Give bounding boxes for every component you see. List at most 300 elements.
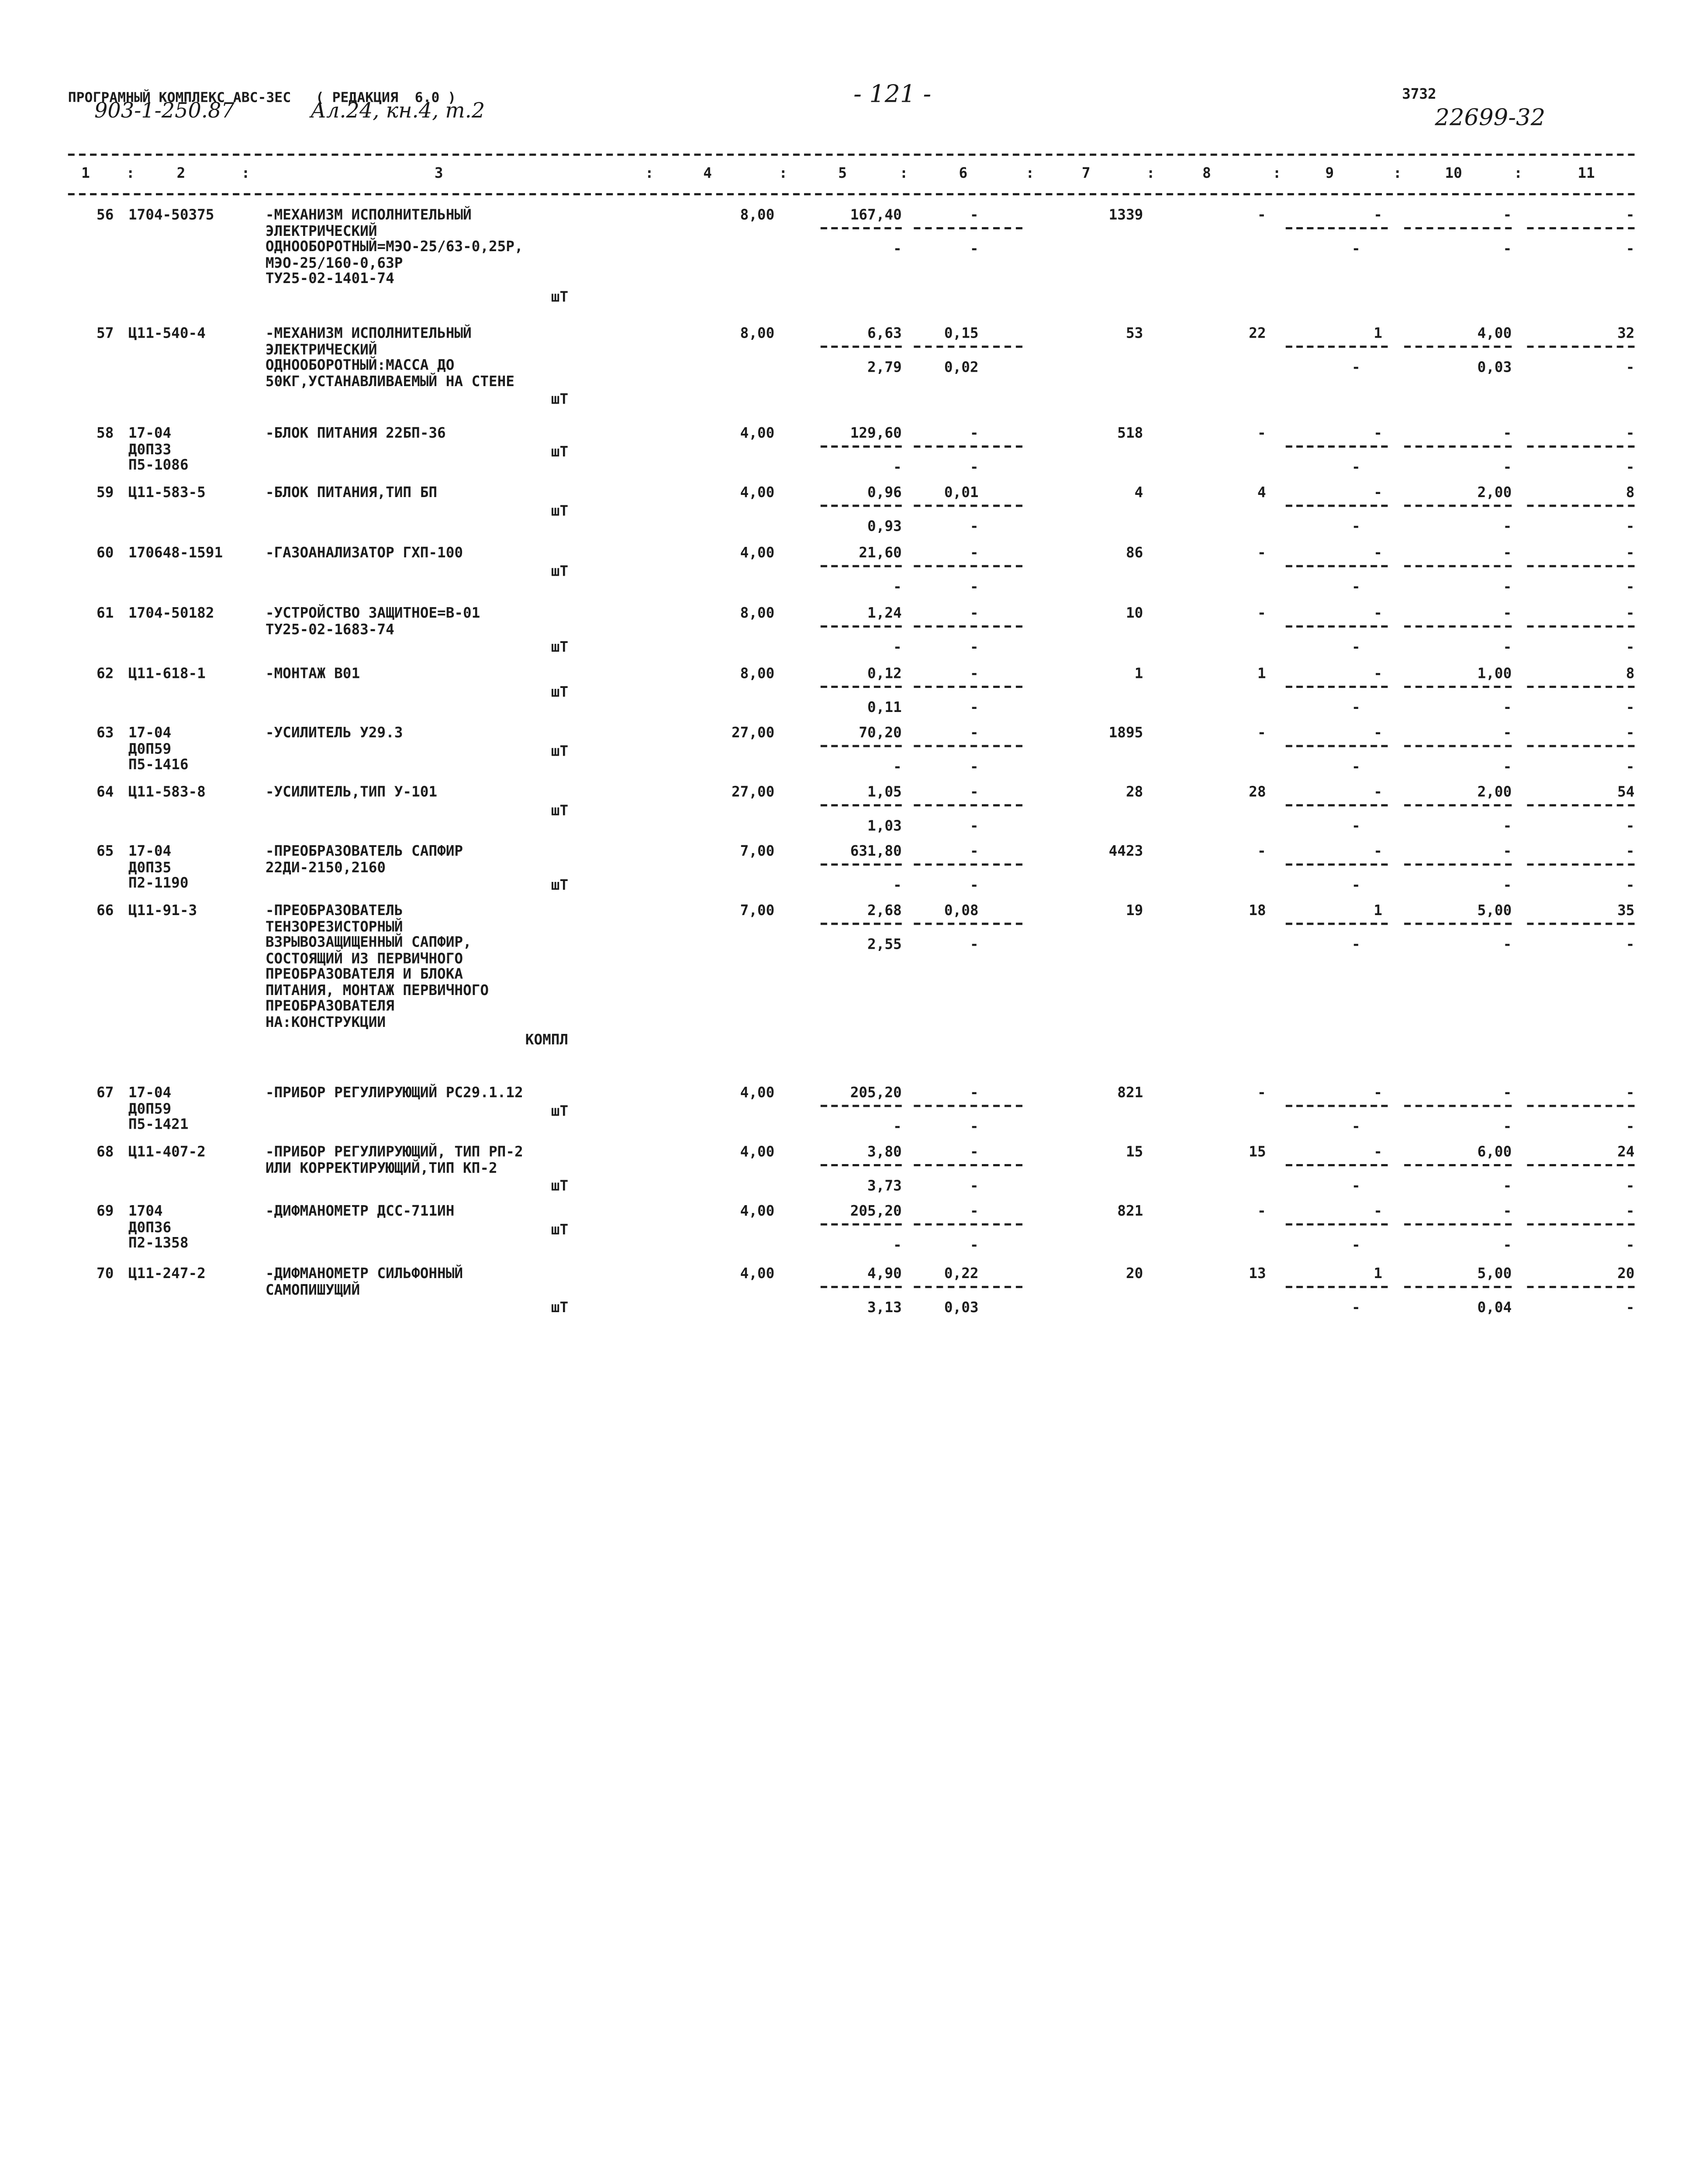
row-number: 67 (97, 1085, 114, 1102)
unit-cost-sub: 2,79 (867, 359, 902, 377)
unit-cost-sub: - (893, 878, 902, 895)
labor-total: 8 (1626, 485, 1635, 501)
item-description: -ПРЕОБРАЗОВАТЕЛЬ (265, 903, 403, 919)
row-number: 68 (97, 1144, 114, 1161)
unit-cost: 6,63 (867, 326, 902, 342)
unit-wage: 0,08 (944, 903, 979, 919)
unit-cost-sub: - (893, 241, 902, 258)
labor-rate: - (1503, 1085, 1512, 1102)
labor-total: - (1626, 207, 1635, 224)
row-number: 70 (97, 1266, 114, 1283)
header-rule-top (68, 154, 1635, 156)
quantity: 7,00 (740, 903, 775, 919)
program-header: ПРОГРАМНЫЙ КОМПЛЕКС АВС-3ЕС ( РЕДАКЦИЯ 6.0 ) (68, 89, 456, 106)
cell-divider (1527, 1223, 1634, 1226)
unit-cost: 205,20 (850, 1203, 902, 1220)
item-description: -МОНТАЖ В01 (265, 666, 360, 683)
cell-divider (914, 446, 1022, 448)
column-header-7: 7 (1081, 166, 1091, 182)
labor-total-sub: - (1626, 1237, 1635, 1254)
cell-divider (1404, 505, 1512, 507)
machine-sub: - (1351, 1178, 1360, 1195)
total-cost: 1895 (1108, 725, 1143, 742)
labor-rate-sub: - (1503, 519, 1512, 536)
cell-divider (1286, 1164, 1388, 1166)
item-code: Д0П36 (128, 1219, 172, 1236)
total-cost: 821 (1117, 1203, 1143, 1220)
machine-value: - (1374, 425, 1382, 442)
quantity: 8,00 (740, 666, 775, 683)
item-code: Ц11-407-2 (128, 1144, 206, 1161)
item-description: -ГАЗОАНАЛИЗАТОР ГХП-100 (265, 545, 463, 562)
labor-rate: - (1503, 207, 1512, 224)
machine-sub: - (1351, 1300, 1360, 1317)
labor-rate-sub: - (1503, 937, 1512, 954)
unit-wage-sub: - (970, 1119, 979, 1136)
labor-rate-sub: - (1503, 700, 1512, 717)
unit-wage-sub: - (970, 1237, 979, 1254)
cell-divider (1286, 745, 1388, 747)
labor-total-sub: - (1626, 639, 1635, 657)
labor-total-sub: - (1626, 359, 1635, 377)
quantity: 4,00 (740, 1085, 775, 1102)
item-code: Ц11-540-4 (128, 326, 206, 342)
cell-divider (1527, 1164, 1634, 1166)
page-number: - 121 - (853, 81, 932, 109)
item-description: ОДНООБОРОТНЫЙ:МАССА ДО (265, 357, 455, 374)
column-header-2: 2 (176, 166, 186, 182)
cell-divider (914, 923, 1022, 925)
column-separator: : (1393, 166, 1402, 182)
cell-divider (914, 1164, 1022, 1166)
column-header-8: 8 (1202, 166, 1211, 182)
unit-cost: 1,05 (867, 784, 902, 801)
item-code: 17-04 (128, 725, 172, 742)
labor-total-sub: - (1626, 759, 1635, 776)
item-description: ТЕНЗОРЕЗИСТОРНЫЙ (265, 919, 403, 936)
unit-wage-sub: - (970, 241, 979, 258)
machine-value: - (1374, 1085, 1382, 1102)
machine-sub: - (1351, 519, 1360, 536)
unit-wage: - (970, 545, 979, 562)
item-code: Ц11-91-3 (128, 903, 197, 919)
cell-divider (914, 505, 1022, 507)
unit-cost-sub: - (893, 759, 902, 776)
labor-total: - (1626, 1203, 1635, 1220)
cell-divider (1404, 686, 1512, 688)
labor-total: 8 (1626, 666, 1635, 683)
column-separator: : (126, 166, 135, 182)
unit-wage: - (970, 207, 979, 224)
cell-divider (821, 804, 902, 806)
unit-wage-sub: - (970, 519, 979, 536)
cell-divider (914, 346, 1022, 348)
unit-of-measure: шТ (551, 563, 569, 580)
labor-rate-sub: - (1503, 639, 1512, 657)
unit-wage: 0,15 (944, 326, 979, 342)
unit-wage-sub: - (970, 639, 979, 657)
column-header-1: 1 (81, 166, 90, 182)
machine-value: 1 (1374, 326, 1382, 342)
cell-divider (1404, 1223, 1512, 1226)
row-number: 59 (97, 485, 114, 501)
labor-total-sub: - (1626, 700, 1635, 717)
total-cost: 821 (1117, 1085, 1143, 1102)
cell-divider (1286, 1105, 1388, 1107)
item-code: 1704-50375 (128, 207, 214, 224)
labor-rate-sub: - (1503, 759, 1512, 776)
machine-value: - (1374, 207, 1382, 224)
row-number: 57 (97, 326, 114, 342)
column-header-4: 4 (703, 166, 712, 182)
cell-divider (914, 1223, 1022, 1226)
labor-rate: - (1503, 725, 1512, 742)
cell-divider (821, 1105, 902, 1107)
cell-divider (1404, 923, 1512, 925)
labor-total: - (1626, 605, 1635, 622)
column-separator: : (1514, 166, 1522, 182)
quantity: 4,00 (740, 485, 775, 501)
labor-total: - (1626, 843, 1635, 860)
cell-divider (1404, 804, 1512, 806)
cell-divider (1286, 565, 1388, 567)
cell-divider (1404, 565, 1512, 567)
item-description: 50КГ,УСТАНАВЛИВАЕМЫЙ НА СТЕНЕ (265, 373, 514, 390)
labor-rate-sub: - (1503, 1237, 1512, 1254)
cell-divider (1286, 346, 1388, 348)
unit-cost-sub: 0,11 (867, 700, 902, 717)
total-wage: - (1257, 425, 1266, 442)
total-cost: 28 (1125, 784, 1143, 801)
item-description: САМОПИШУЩИЙ (265, 1282, 360, 1299)
column-separator: : (899, 166, 908, 182)
total-wage: - (1257, 545, 1266, 562)
column-separator: : (1272, 166, 1281, 182)
cell-divider (1527, 864, 1634, 866)
unit-cost-sub: - (893, 579, 902, 596)
item-code: 1704-50182 (128, 605, 214, 622)
cell-divider (1404, 346, 1512, 348)
item-description: -МЕХАНИЗМ ИСПОЛНИТЕЛЬНЫЙ (265, 207, 472, 224)
cell-divider (821, 505, 902, 507)
column-header-9: 9 (1325, 166, 1334, 182)
total-cost: 10 (1125, 605, 1143, 622)
item-description: -ПРИБОР РЕГУЛИРУЮЩИЙ, ТИП РП-2 (265, 1144, 523, 1161)
labor-rate: 1,00 (1477, 666, 1512, 683)
item-code: П5-1416 (128, 757, 189, 774)
labor-total-sub: - (1626, 937, 1635, 954)
cell-divider (821, 686, 902, 688)
total-wage: 1 (1257, 666, 1266, 683)
total-cost: 518 (1117, 425, 1143, 442)
labor-total: 20 (1617, 1266, 1635, 1283)
column-header-11: 11 (1578, 166, 1595, 182)
total-wage: - (1257, 605, 1266, 622)
cell-divider (821, 227, 902, 229)
item-description: ПРЕОБРАЗОВАТЕЛЯ (265, 998, 394, 1015)
item-description: -УСИЛИТЕЛЬ У29.3 (265, 725, 403, 742)
unit-wage: - (970, 784, 979, 801)
labor-total: 32 (1617, 326, 1635, 342)
cell-divider (914, 1286, 1022, 1288)
row-number: 64 (97, 784, 114, 801)
cell-divider (1404, 446, 1512, 448)
unit-of-measure: шТ (551, 503, 569, 520)
total-cost: 86 (1125, 545, 1143, 562)
labor-total-sub: - (1626, 519, 1635, 536)
item-description: -ДИФМАНОМЕТР ДСС-711ИН (265, 1203, 455, 1220)
unit-cost: 631,80 (850, 843, 902, 860)
cell-divider (1286, 686, 1388, 688)
labor-rate: 2,00 (1477, 784, 1512, 801)
machine-value: - (1374, 666, 1382, 683)
unit-wage: 0,01 (944, 485, 979, 501)
cell-divider (914, 804, 1022, 806)
quantity: 4,00 (740, 1203, 775, 1220)
machine-sub: - (1351, 579, 1360, 596)
cell-divider (914, 1105, 1022, 1107)
labor-rate-sub: - (1503, 460, 1512, 477)
labor-rate-sub: 0,04 (1477, 1300, 1512, 1317)
column-header-5: 5 (838, 166, 847, 182)
cell-divider (1404, 625, 1512, 628)
item-description: -ПРИБОР РЕГУЛИРУЮЩИЙ РС29.1.12 (265, 1085, 523, 1102)
unit-cost-sub: 1,03 (867, 818, 902, 835)
labor-total-sub: - (1626, 878, 1635, 895)
unit-cost-sub: 0,93 (867, 519, 902, 536)
unit-wage: - (970, 1203, 979, 1220)
item-description: -МЕХАНИЗМ ИСПОЛНИТЕЛЬНЫЙ (265, 326, 472, 342)
handwritten-document-code: 22699-32 (1435, 104, 1546, 131)
labor-rate: - (1503, 605, 1512, 622)
unit-wage: - (970, 1144, 979, 1161)
labor-rate: - (1503, 425, 1512, 442)
cell-divider (1527, 505, 1634, 507)
unit-wage: - (970, 666, 979, 683)
total-wage: - (1257, 207, 1266, 224)
labor-rate: 6,00 (1477, 1144, 1512, 1161)
quantity: 27,00 (732, 784, 775, 801)
header-rule-bottom (68, 193, 1635, 195)
cell-divider (1286, 804, 1388, 806)
labor-total-sub: - (1626, 579, 1635, 596)
total-wage: - (1257, 1203, 1266, 1220)
column-separator: : (645, 166, 654, 182)
cell-divider (1286, 505, 1388, 507)
machine-value: - (1374, 485, 1382, 501)
quantity: 27,00 (732, 725, 775, 742)
item-code: 17-04 (128, 1085, 172, 1102)
cell-divider (1286, 625, 1388, 628)
labor-total-sub: - (1626, 241, 1635, 258)
row-number: 56 (97, 207, 114, 224)
unit-wage: - (970, 425, 979, 442)
item-code: Ц11-583-8 (128, 784, 206, 801)
unit-cost: 0,96 (867, 485, 902, 501)
cell-divider (821, 923, 902, 925)
item-description: ИЛИ КОРРЕКТИРУЮЩИЙ,ТИП КП-2 (265, 1160, 497, 1177)
unit-of-measure: шТ (551, 743, 569, 760)
unit-cost: 21,60 (859, 545, 902, 562)
row-number: 60 (97, 545, 114, 562)
labor-rate: 5,00 (1477, 903, 1512, 919)
cell-divider (1404, 227, 1512, 229)
item-description: -БЛОК ПИТАНИЯ 22БП-36 (265, 425, 446, 442)
cell-divider (1527, 565, 1634, 567)
quantity: 4,00 (740, 1144, 775, 1161)
machine-value: - (1374, 725, 1382, 742)
item-description: -ДИФМАНОМЕТР СИЛЬФОННЫЙ (265, 1266, 463, 1283)
unit-wage-sub: - (970, 878, 979, 895)
labor-rate: - (1503, 545, 1512, 562)
item-description: 22ДИ-2150,2160 (265, 859, 386, 876)
unit-wage-sub: - (970, 818, 979, 835)
item-code: П2-1358 (128, 1235, 189, 1252)
labor-total-sub: - (1626, 818, 1635, 835)
cell-divider (821, 745, 902, 747)
column-separator: : (779, 166, 788, 182)
item-code: П2-1190 (128, 875, 189, 892)
cell-divider (821, 1164, 902, 1166)
unit-of-measure: шТ (551, 802, 569, 819)
unit-wage: - (970, 605, 979, 622)
unit-of-measure: шТ (551, 289, 569, 306)
row-number: 65 (97, 843, 114, 860)
row-number: 58 (97, 425, 114, 442)
total-cost: 4 (1134, 485, 1143, 501)
cell-divider (914, 745, 1022, 747)
item-code: Д0П59 (128, 741, 172, 758)
machine-value: - (1374, 1144, 1382, 1161)
unit-of-measure: КОМПЛ (525, 1032, 569, 1049)
labor-rate: 5,00 (1477, 1266, 1512, 1283)
total-wage: 22 (1249, 326, 1266, 342)
document-code: 3732 (1402, 86, 1436, 104)
item-description: ОДНООБОРОТНЫЙ=МЭО-25/63-0,25Р, (265, 239, 523, 256)
item-code: Ц11-618-1 (128, 666, 206, 683)
labor-total: - (1626, 725, 1635, 742)
machine-sub: - (1351, 700, 1360, 717)
labor-total-sub: - (1626, 1300, 1635, 1317)
handwritten-album-ref: Ал.24, кн.4, т.2 (310, 99, 485, 123)
machine-sub: - (1351, 241, 1360, 258)
unit-cost-sub: - (893, 639, 902, 657)
unit-of-measure: шТ (551, 444, 569, 460)
machine-sub: - (1351, 1237, 1360, 1254)
unit-wage-sub: - (970, 937, 979, 954)
unit-cost: 70,20 (859, 725, 902, 742)
machine-sub: - (1351, 359, 1360, 377)
labor-rate-sub: - (1503, 241, 1512, 258)
item-code: П5-1086 (128, 457, 189, 474)
column-header-3: 3 (434, 166, 443, 182)
item-code: Д0П59 (128, 1101, 172, 1118)
unit-wage-sub: - (970, 460, 979, 477)
quantity: 8,00 (740, 207, 775, 224)
cell-divider (914, 565, 1022, 567)
item-code: Д0П35 (128, 859, 172, 876)
labor-total-sub: - (1626, 1178, 1635, 1195)
cell-divider (1404, 1286, 1512, 1288)
cell-divider (821, 565, 902, 567)
row-number: 69 (97, 1203, 114, 1220)
labor-rate: 2,00 (1477, 485, 1512, 501)
item-description: МЭО-25/160-0,63Р (265, 255, 403, 272)
cell-divider (1404, 1164, 1512, 1166)
cell-divider (821, 1286, 902, 1288)
column-separator: : (241, 166, 250, 182)
unit-cost-sub: 3,73 (867, 1178, 902, 1195)
cell-divider (914, 864, 1022, 866)
labor-total: 35 (1617, 903, 1635, 919)
total-cost: 1339 (1108, 207, 1143, 224)
unit-cost: 3,80 (867, 1144, 902, 1161)
cell-divider (1527, 346, 1634, 348)
unit-cost-sub: - (893, 1237, 902, 1254)
total-cost: 19 (1125, 903, 1143, 919)
total-wage: - (1257, 843, 1266, 860)
total-wage: - (1257, 1085, 1266, 1102)
unit-cost: 205,20 (850, 1085, 902, 1102)
cell-divider (821, 1223, 902, 1226)
labor-total: 24 (1617, 1144, 1635, 1161)
machine-value: - (1374, 784, 1382, 801)
unit-wage: - (970, 843, 979, 860)
cell-divider (1404, 745, 1512, 747)
unit-cost: 167,40 (850, 207, 902, 224)
item-code: Ц11-583-5 (128, 485, 206, 501)
item-description: -БЛОК ПИТАНИЯ,ТИП БП (265, 485, 438, 501)
row-number: 62 (97, 666, 114, 683)
machine-value: - (1374, 843, 1382, 860)
machine-value: 1 (1374, 1266, 1382, 1283)
column-separator: : (1146, 166, 1155, 182)
quantity: 4,00 (740, 1266, 775, 1283)
total-cost: 4423 (1108, 843, 1143, 860)
quantity: 8,00 (740, 605, 775, 622)
labor-total-sub: - (1626, 1119, 1635, 1136)
item-code: 170648-1591 (128, 545, 223, 562)
total-wage: - (1257, 725, 1266, 742)
labor-rate-sub: 0,03 (1477, 359, 1512, 377)
machine-value: - (1374, 605, 1382, 622)
cell-divider (1527, 804, 1634, 806)
item-code: Ц11-247-2 (128, 1266, 206, 1283)
item-description: ЭЛЕКТРИЧЕСКИЙ (265, 342, 377, 359)
unit-of-measure: шТ (551, 391, 569, 408)
item-description: ВЗРЫВОЗАЩИЩЕННЫЙ САПФИР, (265, 935, 472, 951)
unit-of-measure: шТ (551, 1103, 569, 1120)
unit-cost: 2,68 (867, 903, 902, 919)
labor-rate: - (1503, 843, 1512, 860)
quantity: 7,00 (740, 843, 775, 860)
labor-total: 54 (1617, 784, 1635, 801)
labor-total: - (1626, 545, 1635, 562)
machine-sub: - (1351, 759, 1360, 776)
item-description: -ПРЕОБРАЗОВАТЕЛЬ САПФИР (265, 843, 463, 860)
machine-sub: - (1351, 937, 1360, 954)
labor-rate-sub: - (1503, 1119, 1512, 1136)
cell-divider (1527, 745, 1634, 747)
handwritten-project-ref: 903-1-250.87 (94, 99, 235, 123)
item-description: ПИТАНИЯ, МОНТАЖ ПЕРВИЧНОГО (265, 982, 489, 999)
column-header-10: 10 (1445, 166, 1462, 182)
unit-cost: 129,60 (850, 425, 902, 442)
item-description: ПРЕОБРАЗОВАТЕЛЯ И БЛОКА (265, 966, 463, 983)
total-wage: 28 (1249, 784, 1266, 801)
cell-divider (821, 625, 902, 628)
cell-divider (914, 625, 1022, 628)
